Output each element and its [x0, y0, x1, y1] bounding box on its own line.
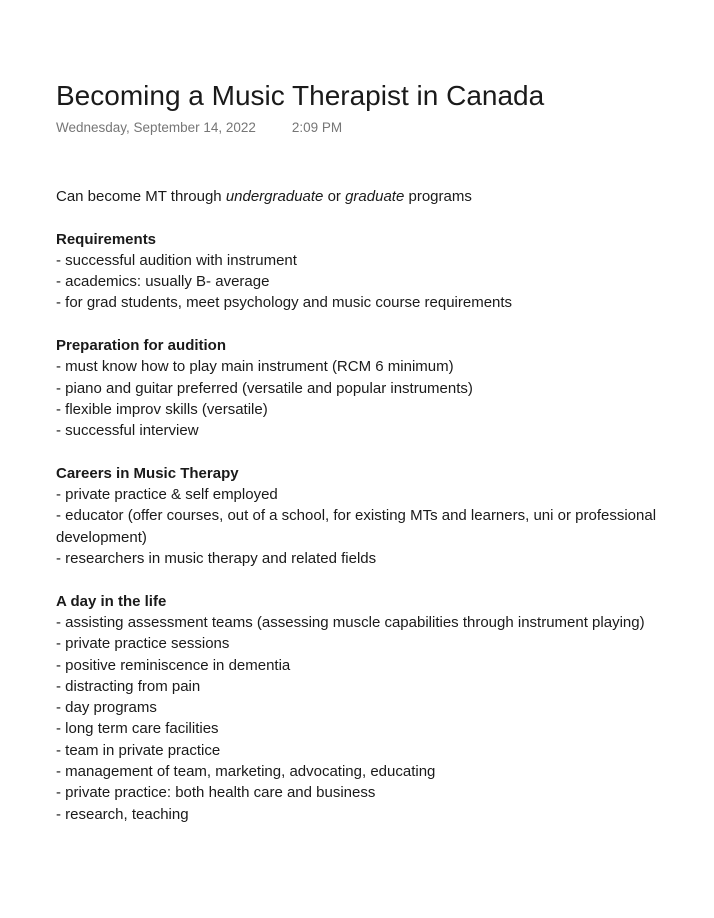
list-item: - must know how to play main instrument (RCM 6 minimum)	[56, 358, 454, 376]
list-item: - researchers in music therapy and related fields	[56, 550, 377, 568]
section-heading-day-in-life: A day in the life	[56, 592, 167, 610]
list-item: - team in private practice	[56, 741, 221, 759]
list-item: - private practice: both health care and business	[56, 784, 376, 802]
list-item: - management of team, marketing, advocating, educating	[56, 763, 436, 781]
list-item: - assisting assessment teams (assessing muscle capabilities through instrument playing)	[56, 613, 645, 631]
list-item: - day programs	[56, 699, 157, 717]
spacer	[56, 207, 666, 228]
list-item: - successful interview	[56, 422, 199, 440]
note-body	[56, 186, 666, 825]
list-item: - educator (offer courses, out of a school, for existing MTs and learners, uni or professional development)	[56, 507, 657, 546]
spacer	[56, 314, 666, 335]
note-time: 2:09 PM	[291, 120, 343, 135]
list-item: - private practice & self employed	[56, 486, 278, 504]
intro-text: Can become MT through	[56, 188, 226, 205]
section-heading-preparation: Preparation for audition	[56, 337, 227, 355]
list-item: - long term care facilities	[56, 720, 219, 738]
intro-emphasis-undergraduate: undergraduate	[225, 188, 324, 205]
intro-text: or	[323, 188, 346, 205]
list-item: - for grad students, meet psychology and music course requirements	[56, 294, 513, 312]
list-item: - academics: usually B- average	[56, 273, 270, 291]
section-heading-careers: Careers in Music Therapy	[56, 464, 239, 482]
list-item: - piano and guitar preferred (versatile and popular instruments)	[56, 379, 473, 397]
list-item: - successful audition with instrument	[56, 251, 297, 269]
list-item: - flexible improv skills (versatile)	[56, 400, 268, 418]
spacer	[56, 569, 666, 590]
intro-line	[56, 186, 666, 207]
page-title: Becoming a Music Therapist in Canada	[56, 80, 545, 111]
section-heading-requirements: Requirements	[56, 230, 157, 248]
intro-emphasis-graduate: graduate	[345, 188, 405, 205]
note-date: Wednesday, September 14, 2022	[56, 120, 256, 135]
note-timestamp	[56, 118, 342, 138]
list-item: - positive reminiscence in dementia	[56, 656, 291, 674]
intro-text: programs	[404, 188, 472, 205]
list-item: - private practice sessions	[56, 635, 230, 653]
spacer	[56, 442, 666, 463]
list-item: - research, teaching	[56, 805, 189, 823]
list-item: - distracting from pain	[56, 677, 201, 695]
